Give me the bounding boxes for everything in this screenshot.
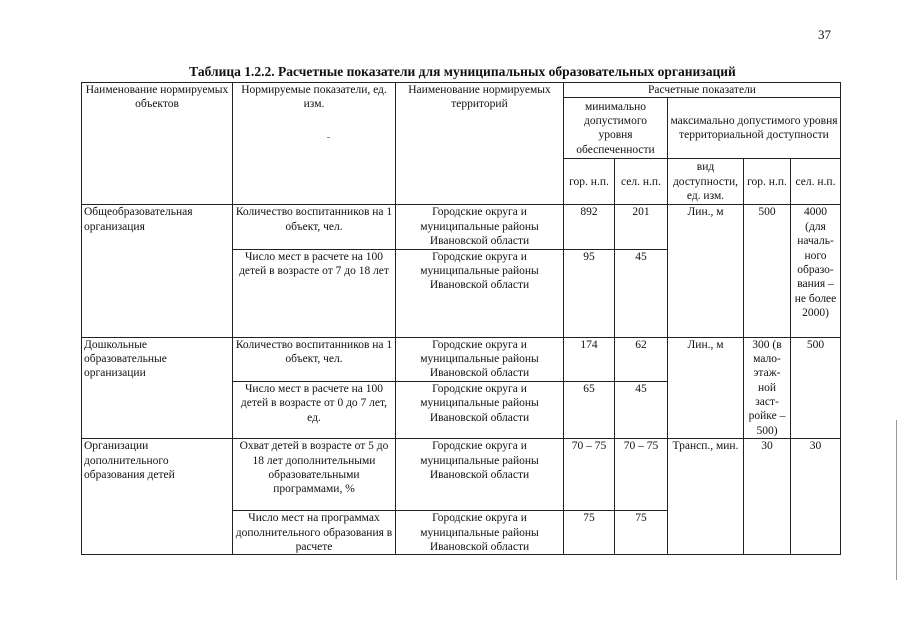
- indicators-table: [81, 82, 841, 555]
- table-title: Таблица 1.2.2. Расчетные показатели для муниципальных образовательных организаций: [189, 64, 736, 79]
- territory: Городские округа и муниципальные районы Ивановской области: [396, 439, 564, 511]
- territory: Городские округа и муниципальные районы Ивановской области: [396, 205, 564, 249]
- object-name: Дошкольные образовательные организации: [82, 337, 233, 439]
- indicator: Охват детей в возрасте от 5 до 18 лет дополнительными образовательными программами, %: [233, 439, 396, 511]
- header-objects: Наименование нормируемых объектов: [82, 83, 233, 205]
- gor-value: 95: [564, 249, 615, 337]
- header-kind: вид доступности, ед. изм.: [668, 159, 744, 205]
- header-territories: Наименование нормируемых территорий: [396, 83, 564, 205]
- gor-value: 70 – 75: [564, 439, 615, 511]
- page-number: 37: [818, 27, 831, 42]
- indicator: Число мест на программах дополнительного образования в расчете: [233, 511, 396, 555]
- gor-access: 30: [744, 439, 791, 555]
- indicator: Число мест в расчете на 100 детей в возрасте от 0 до 7 лет, ед.: [233, 381, 396, 438]
- gor-access: 300 (в мало-этаж-ной заст-ройке – 500): [744, 337, 791, 439]
- gor-value: 892: [564, 205, 615, 249]
- territory: Городские округа и муниципальные районы Ивановской области: [396, 511, 564, 555]
- scan-artifact-line: [896, 420, 897, 580]
- sel-value: 45: [615, 249, 668, 337]
- sel-value: 75: [615, 511, 668, 555]
- header-gor: гор. н.п.: [564, 159, 615, 205]
- header-calc: Расчетные показатели: [564, 83, 841, 98]
- sel-access: 4000 (для началь-ного образо-вания – не более 2000): [791, 205, 841, 337]
- header-sel: сел. н.п.: [615, 159, 668, 205]
- header-max-access: максимально допустимого уровня территориальной доступности: [668, 98, 841, 159]
- sel-value: 62: [615, 337, 668, 381]
- object-name: Общеобразовательная организация: [82, 205, 233, 337]
- gor-value: 75: [564, 511, 615, 555]
- sel-access: 30: [791, 439, 841, 555]
- territory: Городские округа и муниципальные районы Ивановской области: [396, 381, 564, 438]
- gor-value: 174: [564, 337, 615, 381]
- sel-value: 70 – 75: [615, 439, 668, 511]
- sel-value: 201: [615, 205, 668, 249]
- access-kind: Лин., м: [668, 205, 744, 337]
- sel-access: 500: [791, 337, 841, 439]
- gor-access: 500: [744, 205, 791, 337]
- indicator: Количество воспитанников на 1 объект, чел.: [233, 337, 396, 381]
- territory: Городские округа и муниципальные районы Ивановской области: [396, 337, 564, 381]
- territory: Городские округа и муниципальные районы Ивановской области: [396, 249, 564, 337]
- object-name: Организации дополнительного образования детей: [82, 439, 233, 555]
- table-row: [82, 337, 841, 381]
- access-kind: Трансп., мин.: [668, 439, 744, 555]
- header-gor-access: гор. н.п.: [744, 159, 791, 205]
- table-row: [82, 205, 841, 249]
- sel-value: 45: [615, 381, 668, 438]
- indicator: Число мест в расчете на 100 детей в возрасте от 7 до 18 лет: [233, 249, 396, 337]
- header-sel-access: сел. н.п.: [791, 159, 841, 205]
- table-row: [82, 439, 841, 511]
- header-min-level: минимально допустимого уровня обеспеченности: [564, 98, 668, 159]
- indicator: Количество воспитанников на 1 объект, чел.: [233, 205, 396, 249]
- access-kind: Лин., м: [668, 337, 744, 439]
- gor-value: 65: [564, 381, 615, 438]
- header-indicators: Нормируемые показатели, ед. изм.: [233, 83, 396, 205]
